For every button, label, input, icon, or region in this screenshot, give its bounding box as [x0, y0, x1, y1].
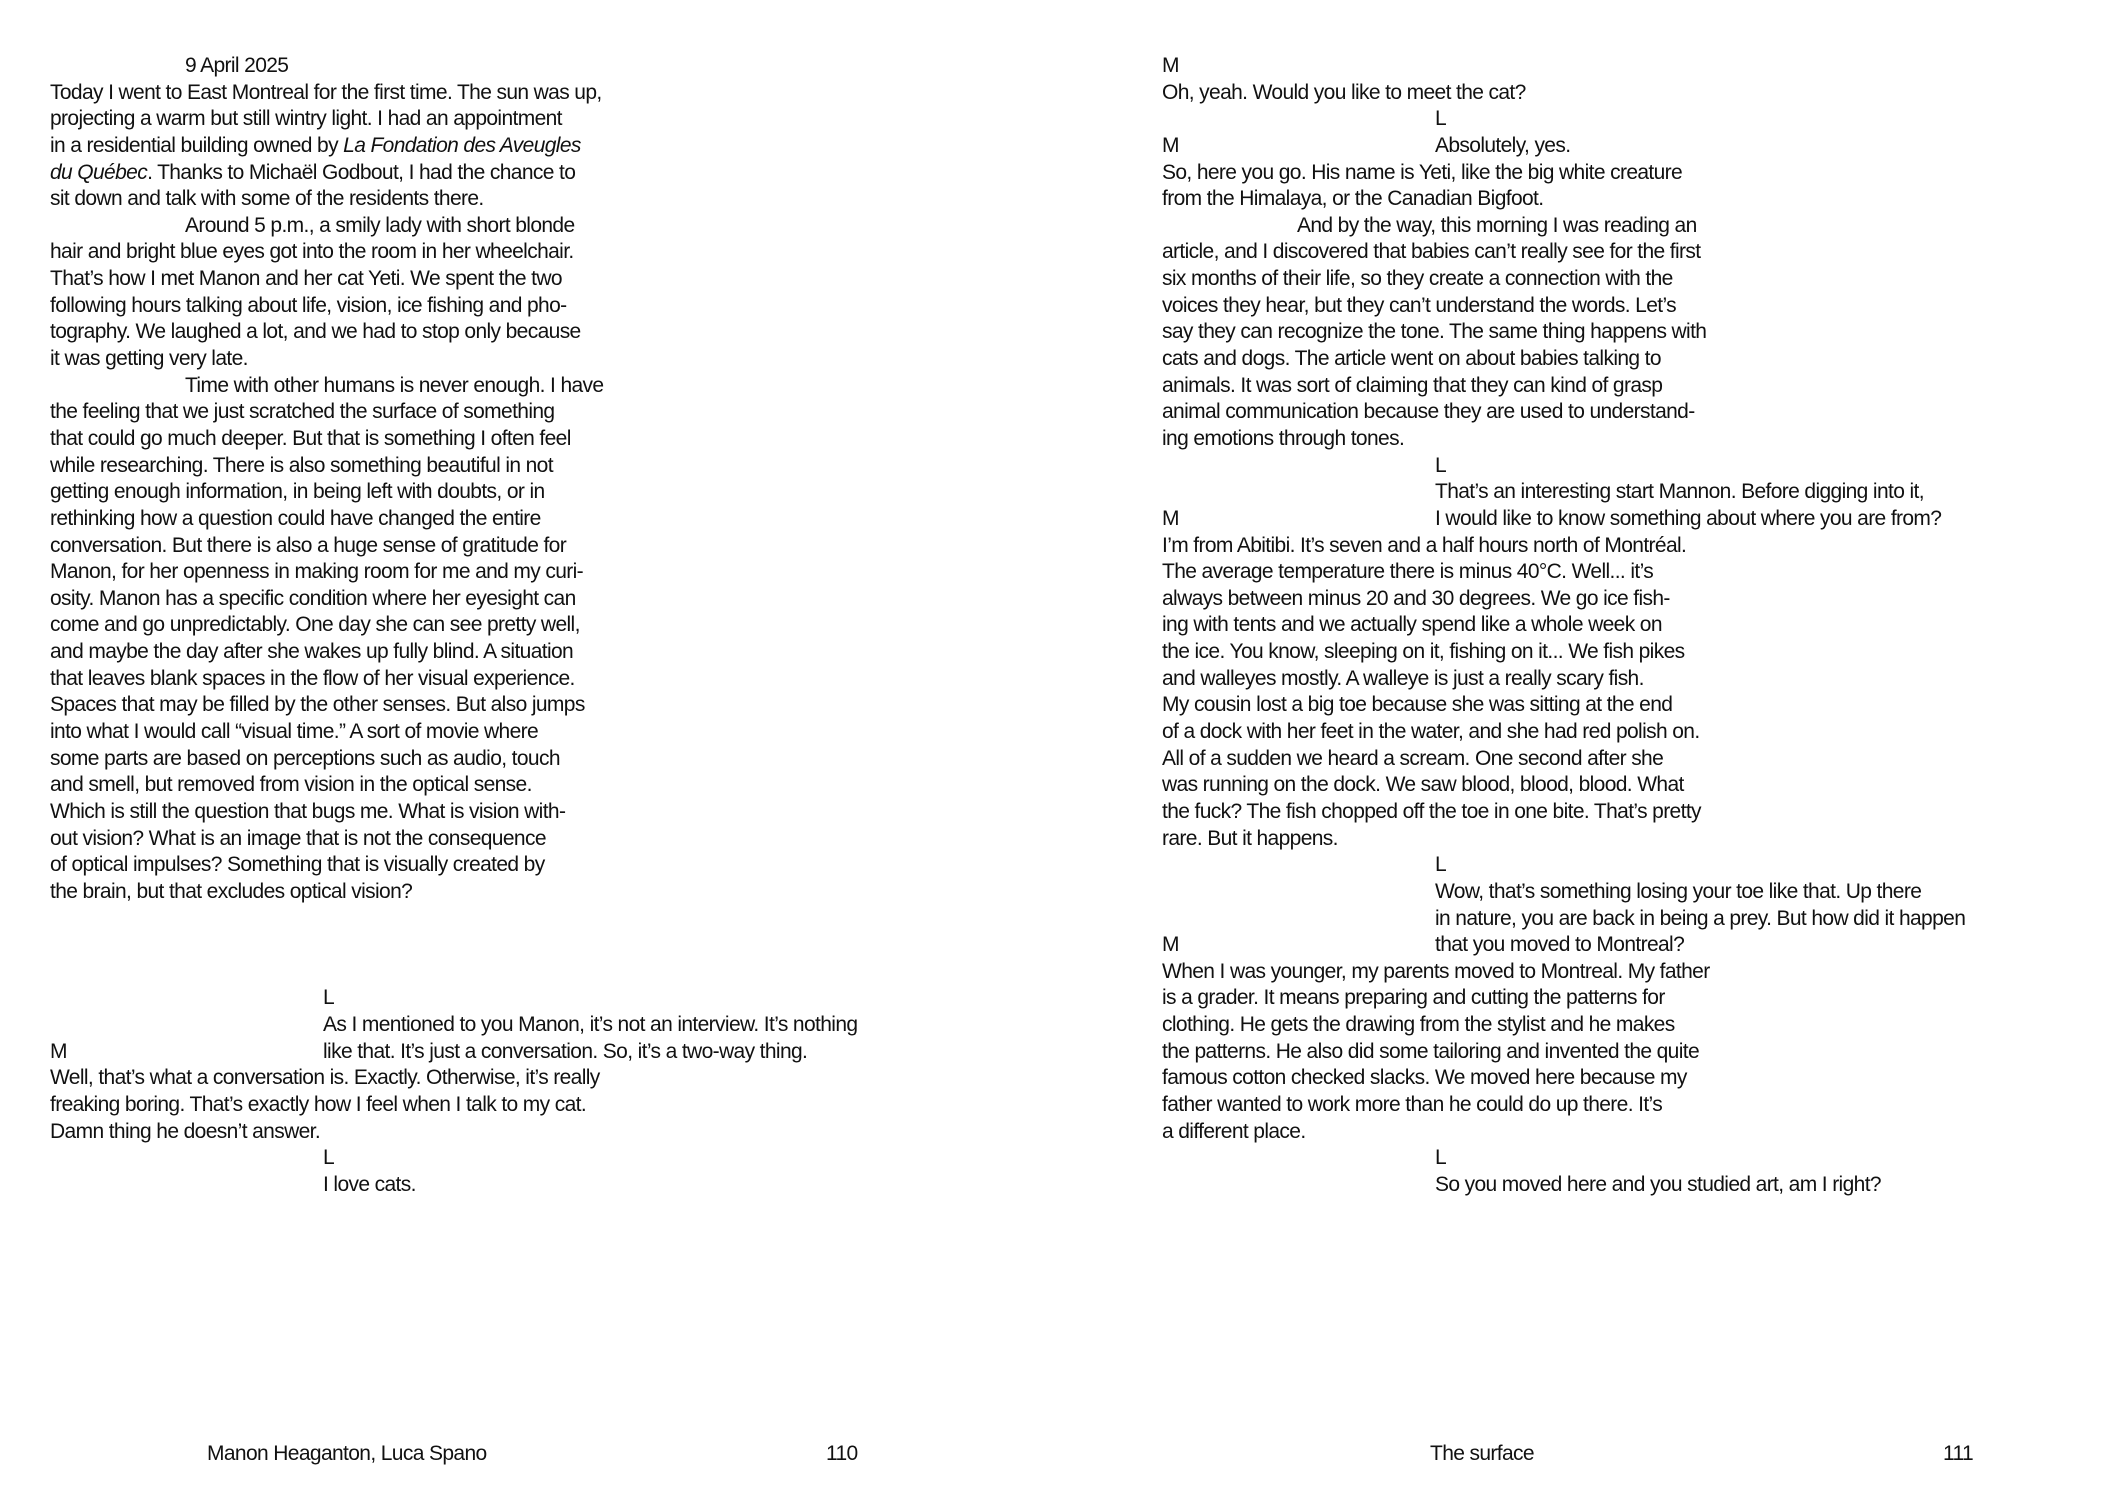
text-line — [1162, 1065, 2125, 1092]
text-line — [50, 533, 1060, 560]
text-run: in a residential building owned by — [50, 133, 344, 157]
text-line — [1162, 426, 2125, 453]
text-run: famous cotton checked slacks. We moved here because my — [1162, 1066, 1687, 1090]
text-line — [1162, 879, 2125, 906]
text-run: Well, that’s what a conversation is. Exactly. Otherwise, it’s really — [50, 1066, 600, 1090]
text-line — [1162, 346, 2125, 373]
text-run: L — [323, 986, 335, 1010]
text-run: the patterns. He also did some tailoring and invented the quite — [1162, 1039, 1700, 1063]
text-run: ing with tents and we actually spend like a whole week on — [1162, 613, 1662, 637]
text-run: is a grader. It means preparing and cutting the patterns for — [1162, 986, 1665, 1010]
text-line — [50, 852, 1060, 879]
text-run: 9 April 2025 — [185, 54, 289, 77]
text-line — [1162, 319, 2125, 346]
text-run: and smell, but removed from vision in the optical sense. — [50, 773, 532, 797]
text-run: L — [1435, 453, 1447, 477]
text-run: Time with other humans is never enough. I have — [185, 373, 604, 397]
text-line — [1162, 106, 2125, 133]
text-line — [1162, 959, 2125, 986]
text-run: come and go unpredictably. One day she can see pretty well, — [50, 613, 580, 637]
blank-line — [50, 959, 1060, 986]
text-line — [50, 985, 1060, 1012]
text-run: clothing. He gets the drawing from the stylist and he makes — [1162, 1013, 1675, 1037]
text-run: into what I would call “visual time.” A sort of movie where — [50, 720, 539, 744]
text-run: of optical impulses? Something that is visually created by — [50, 853, 545, 877]
text-line — [50, 506, 1060, 533]
text-run: tography. We laughed a lot, and we had to stop only because — [50, 320, 581, 344]
text-run: some parts are based on perceptions such as audio, touch — [50, 746, 560, 770]
text-run: say they can recognize the tone. The same thing happens with — [1162, 320, 1707, 344]
text-line — [1162, 453, 2125, 480]
text-line — [50, 1172, 1060, 1199]
text-run: The average temperature there is minus 40°C. Well... it’s — [1162, 560, 1654, 584]
text-run: a different place. — [1162, 1119, 1306, 1143]
text-run: Spaces that may be filled by the other senses. But also jumps — [50, 693, 585, 717]
text-line — [50, 319, 1060, 346]
italic-text-run: La Fondation des Aveugles — [343, 133, 581, 157]
text-line — [50, 1039, 1060, 1066]
text-line — [50, 826, 1060, 853]
text-run: ing emotions through tones. — [1162, 426, 1405, 450]
text-line — [50, 399, 1060, 426]
text-run: animals. It was sort of claiming that they can kind of grasp — [1162, 373, 1663, 397]
text-run: I love cats. — [323, 1172, 416, 1196]
text-line — [1162, 852, 2125, 879]
speaker-label: M — [1162, 933, 1179, 957]
text-run: six months of their life, so they create a connection with the — [1162, 267, 1673, 291]
text-line — [50, 80, 1060, 107]
speaker-label: M — [1162, 506, 1179, 530]
text-line — [50, 1145, 1060, 1172]
text-run: So, here you go. His name is Yeti, like the big white creature — [1162, 160, 1683, 184]
text-run: projecting a warm but still wintry light. I had an appointment — [50, 107, 562, 131]
text-line — [1162, 1092, 2125, 1119]
blank-line — [50, 932, 1060, 959]
blank-line — [50, 906, 1060, 933]
text-run: that could go much deeper. But that is something I often feel — [50, 426, 571, 450]
text-run: Damn thing he doesn’t answer. — [50, 1119, 321, 1143]
text-run: I would like to know something about where you are from? — [1435, 506, 1942, 530]
text-run: I’m from Abitibi. It’s seven and a half hours north of Montréal. — [1162, 533, 1687, 557]
text-run: Oh, yeah. Would you like to meet the cat? — [1162, 80, 1526, 104]
text-line — [1162, 1012, 2125, 1039]
text-run: that you moved to Montreal? — [1435, 933, 1685, 957]
text-run: L — [1435, 1146, 1447, 1170]
text-line — [1162, 826, 2125, 853]
text-line — [50, 692, 1060, 719]
text-run: conversation. But there is also a huge sense of gratitude for — [50, 533, 567, 557]
text-run: osity. Manon has a specific condition where her eyesight can — [50, 586, 576, 610]
text-line — [1162, 612, 2125, 639]
text-run: while researching. There is also something beautiful in not — [50, 453, 553, 477]
italic-text-run: du Québec — [50, 160, 148, 184]
text-run: father wanted to work more than he could do up there. It’s — [1162, 1092, 1663, 1116]
text-line — [50, 426, 1060, 453]
text-run: As I mentioned to you Manon, it’s not an interview. It’s nothing — [323, 1013, 858, 1037]
text-run: M — [1162, 54, 1179, 77]
text-line — [1162, 799, 2125, 826]
text-run: in nature, you are back in being a prey. But how did it happen — [1435, 906, 1966, 930]
text-line — [50, 239, 1060, 266]
text-line — [1162, 1039, 2125, 1066]
text-run: voices they hear, but they can’t understand the words. Let’s — [1162, 293, 1676, 317]
text-line — [1162, 719, 2125, 746]
text-line — [50, 639, 1060, 666]
text-line — [50, 266, 1060, 293]
text-run: Wow, that’s something losing your toe like that. Up there — [1435, 879, 1922, 903]
text-run: and maybe the day after she wakes up fully blind. A situation — [50, 640, 574, 664]
text-run: Manon, for her openness in making room for me and my curi- — [50, 560, 584, 584]
text-line — [1162, 399, 2125, 426]
text-line — [50, 559, 1060, 586]
text-line — [50, 1065, 1060, 1092]
text-line — [1162, 1145, 2125, 1172]
text-run: That’s an interesting start Mannon. Before digging into it, — [1435, 480, 1924, 504]
text-run: the fuck? The fish chopped off the toe in one bite. That’s pretty — [1162, 799, 1701, 823]
text-run: like that. It’s just a conversation. So, it’s a two-way thing. — [323, 1039, 808, 1063]
text-line — [50, 346, 1060, 373]
text-run: the ice. You know, sleeping on it, fishing on it... We fish pikes — [1162, 640, 1685, 664]
text-run: . Thanks to Michaël Godbout, I had the chance to — [147, 160, 576, 184]
text-line — [50, 719, 1060, 746]
page-left-text — [50, 53, 1060, 1199]
text-run: My cousin lost a big toe because she was sitting at the end — [1162, 693, 1673, 717]
text-run: getting enough information, in being left with doubts, or in — [50, 480, 545, 504]
text-line — [50, 586, 1060, 613]
text-line — [1162, 479, 2125, 506]
text-run: was running on the dock. We saw blood, blood, blood. What — [1162, 773, 1684, 797]
text-run: rare. But it happens. — [1162, 826, 1338, 850]
text-line — [50, 1012, 1060, 1039]
text-line — [1162, 293, 2125, 320]
text-line — [1162, 932, 2125, 959]
text-run: freaking boring. That’s exactly how I feel when I talk to my cat. — [50, 1092, 587, 1116]
text-run: rethinking how a question could have changed the entire — [50, 506, 541, 530]
text-line — [50, 746, 1060, 773]
text-line — [1162, 80, 2125, 107]
text-run: L — [323, 1146, 335, 1170]
text-line — [1162, 906, 2125, 933]
text-line — [1162, 666, 2125, 693]
text-line — [1162, 639, 2125, 666]
text-run: article, and I discovered that babies can’t really see for the first — [1162, 240, 1701, 264]
text-line — [50, 293, 1060, 320]
text-line — [1162, 213, 2125, 240]
text-line — [1162, 160, 2125, 187]
text-run: that leaves blank spaces in the flow of her visual experience. — [50, 666, 575, 690]
text-run: animal communication because they are used to understand- — [1162, 400, 1695, 424]
text-run: Today I went to East Montreal for the first time. The sun was up, — [50, 80, 602, 104]
text-line — [50, 1119, 1060, 1146]
text-run: And by the way, this morning I was reading an — [1297, 213, 1697, 237]
footer-credit: Manon Heaganton, Luca Spano — [207, 1442, 487, 1465]
text-line — [1162, 1119, 2125, 1146]
text-line — [50, 479, 1060, 506]
text-line — [50, 373, 1060, 400]
text-run: out vision? What is an image that is not the consequence — [50, 826, 546, 850]
text-run: the brain, but that excludes optical vision? — [50, 879, 413, 903]
text-line — [50, 1092, 1060, 1119]
text-line — [50, 772, 1060, 799]
text-run: L — [1435, 107, 1447, 131]
text-run: of a dock with her feet in the water, and she had red polish on. — [1162, 720, 1700, 744]
text-run: That’s how I met Manon and her cat Yeti. We spent the two — [50, 267, 562, 291]
text-line — [50, 186, 1060, 213]
text-run: the feeling that we just scratched the surface of something — [50, 400, 555, 424]
text-line — [50, 879, 1060, 906]
text-line — [1162, 506, 2125, 533]
text-line — [50, 53, 1060, 80]
page-right-text — [1162, 53, 2125, 1199]
text-line — [1162, 53, 2125, 80]
text-run: following hours talking about life, vision, ice fishing and pho- — [50, 293, 567, 317]
text-run: Absolutely, yes. — [1435, 133, 1571, 157]
text-run: hair and bright blue eyes got into the room in her wheelchair. — [50, 240, 574, 264]
footer-title: The surface — [1430, 1442, 1534, 1465]
text-run: and walleyes mostly. A walleye is just a really scary fish. — [1162, 666, 1644, 690]
text-line — [50, 106, 1060, 133]
text-line — [1162, 186, 2125, 213]
text-run: sit down and talk with some of the residents there. — [50, 187, 484, 211]
text-line — [50, 160, 1060, 187]
text-run: All of a sudden we heard a scream. One second after she — [1162, 746, 1664, 770]
text-line — [1162, 985, 2125, 1012]
text-line — [1162, 772, 2125, 799]
text-run: Which is still the question that bugs me. What is vision with- — [50, 799, 566, 823]
text-run: from the Himalaya, or the Canadian Bigfoot. — [1162, 187, 1544, 211]
text-line — [50, 612, 1060, 639]
text-line — [1162, 266, 2125, 293]
text-run: Around 5 p.m., a smily lady with short blonde — [185, 213, 575, 237]
page-number-left: 110 — [826, 1442, 858, 1465]
text-line — [50, 133, 1060, 160]
text-line — [1162, 133, 2125, 160]
text-line — [50, 799, 1060, 826]
text-line — [50, 453, 1060, 480]
text-run: When I was younger, my parents moved to Montreal. My father — [1162, 959, 1710, 983]
text-line — [1162, 586, 2125, 613]
text-run: always between minus 20 and 30 degrees. We go ice fish- — [1162, 586, 1670, 610]
text-run: cats and dogs. The article went on about babies talking to — [1162, 347, 1661, 371]
text-line — [1162, 1172, 2125, 1199]
text-line — [50, 666, 1060, 693]
text-line — [1162, 239, 2125, 266]
text-line — [1162, 692, 2125, 719]
text-line — [1162, 746, 2125, 773]
speaker-label: M — [1162, 133, 1179, 157]
text-line — [50, 213, 1060, 240]
text-line — [1162, 373, 2125, 400]
text-run: So you moved here and you studied art, am I right? — [1435, 1172, 1881, 1196]
text-run: L — [1435, 853, 1447, 877]
speaker-label: M — [50, 1039, 67, 1063]
text-line — [1162, 559, 2125, 586]
page-number-right: 111 — [1943, 1442, 1974, 1465]
text-line — [1162, 533, 2125, 560]
text-run: it was getting very late. — [50, 347, 248, 371]
